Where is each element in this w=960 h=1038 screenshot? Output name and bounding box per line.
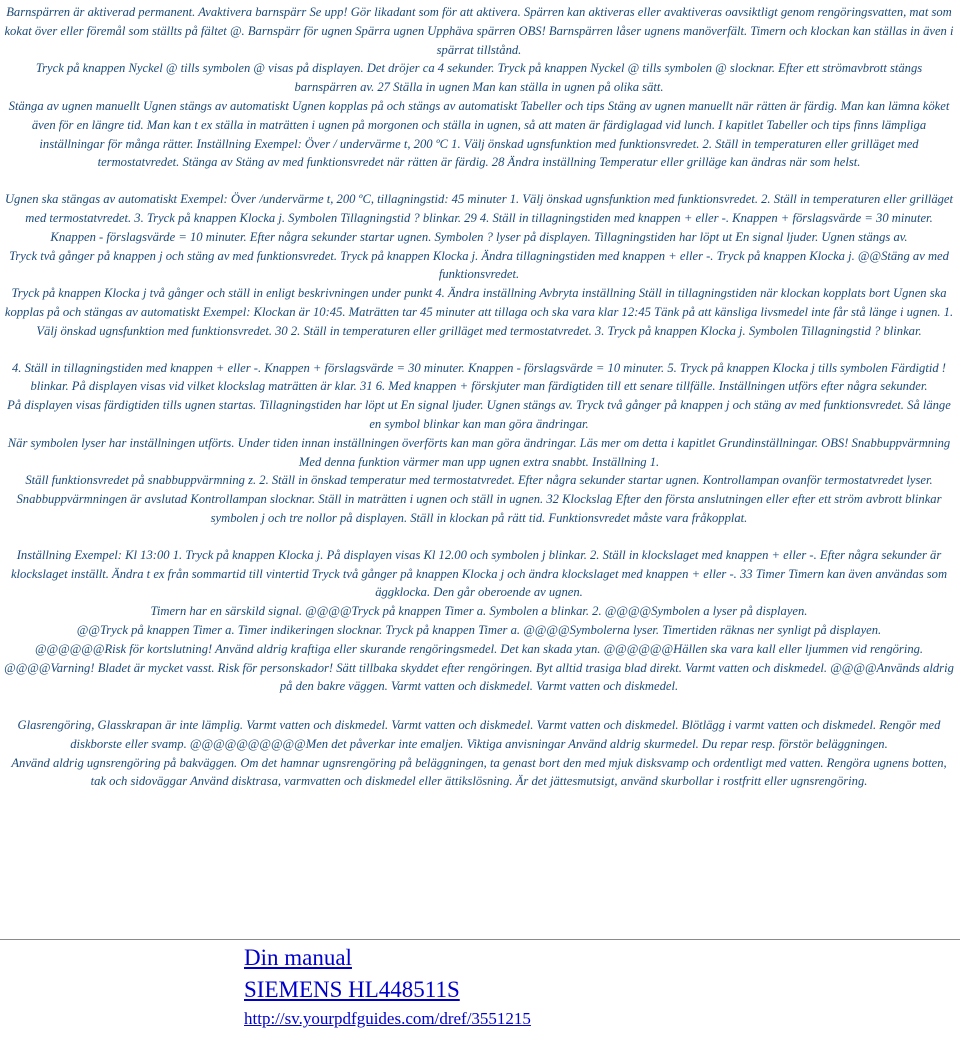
paragraph-timer-signal: Timern har en särskild signal. @@@@Tryck på knappen Timer a. Symbolen a blinkar. 2. @@@@Symbolen a lyser på displayen.: [150, 604, 808, 619]
paragraph-timer-countdown: @@Tryck på knappen Timer a. Timer indikeringen slocknar. Tryck på knappen Timer a. @@@@Symbolerna lyser. Timertiden räknas ner synligt på displayen.: [76, 622, 882, 637]
paragraph-minus-default: Knappen - förslagsvärde = 10 minuter. Efter några sekunder startar ugnen. Symbolen ? lyser på displayen. Tillagningstiden har löpt ut En signal ljuder. Ugnen stängs av.: [50, 229, 908, 244]
paragraph-child-lock: Barnspärren är aktiverad permanent. Avaktivera barnspärr Se upp! Gör likadant som för att aktivera. Spärren kan aktiveras eller avaktiveras oavsiktligt genom rengöringsvatten, mat som kokat över eller föremål som ställts på fältet @. Barnspärr för ugnen Spärra ugnen Upphäva spärren OBS! Barnspärren låser ugnens manöverfält. Timern och klockan kan ställas in även i spärrat tillstånd.: [4, 5, 954, 57]
paragraph-quick-heat: När symbolen lyser har inställningen utförts. Under tiden innan inställningen överförts kan man göra ändringar. Läs mer om detta i kapitlet Grundinställningar. OBS! Snabbuppvärmning Med denna funktion värmer man upp ugnen extra snabbt. Inställning 1.: [7, 435, 951, 469]
footer-divider: [0, 939, 960, 940]
paragraph-clock-disconnected: Tryck på knappen Klocka j två gånger och ställ in enligt beskrivningen under punkt 4. Ändra inställning Avbryta inställning Ställ in tillagningstiden när klockan kopplats bort Ugnen ska kopplas på och stängas av automatiskt Exempel: Klockan är 10:45. Maträtten tar 45 minuter att tillaga och ska vara klar 12:45 Tänk på att känsliga livsmedel inte får stå länge i ugnen. 1. Välj önskad ugnsfunktion med funktionsvredet. 30 2. Ställ in temperaturen eller grilläget med termostatvredet. 3. Tryck på knappen Klocka j. Symbolen Tillagningstid ? blinkar.: [4, 286, 954, 338]
paragraph-press-twice: Tryck två gånger på knappen j och stäng av med funktionsvredet. Tryck på knappen Klocka j. Ändra tillagningstiden med knappen + eller -. Tryck på knappen Klocka j. @@Stäng av med funktionsvredet.: [9, 248, 949, 282]
manual-body-text: [4, 3, 954, 791]
paragraph-clock-setting: Inställning Exempel: Kl 13:00 1. Tryck på knappen Klocka j. På displayen visas Kl 12.00 och symbolen j blinkar. 2. Ställ in klockslaget med knappen + eller -. Efter några sekunder är klockslaget inställt. Ändra t ex från sommartid till vintertid Tryck två gånger på knappen Klocka j och ändra klockslaget med knappen + eller -. 33 Timer Timern kan även användas som äggklocka. Den går oberoende av ugnen.: [10, 547, 948, 600]
footer-links: [244, 943, 531, 1031]
manual-model-link[interactable]: SIEMENS HL448511S: [244, 977, 460, 1002]
paragraph-cleaning-warnings: @@@@@@Risk för kortslutning! Använd aldrig kraftiga eller skurande rengöringsmedel. Det kan skada ytan. @@@@@@Hällen ska vara kall eller ljummen vid rengöring. @@@@Varning! Bladet är mycket vasst. Risk för personskador! Sätt tillbaka skyddet efter rengöringen. Byt alltid trasiga blad direkt. Varmt vatten och diskmedel. @@@@Används aldrig på den bakre väggen. Varmt vatten och diskmedel. Varmt vatten och diskmedel.: [4, 641, 954, 694]
paragraph-manual-off: Stänga av ugnen manuellt Ugnen stängs av automatiskt Ugnen kopplas på och stängs av automatiskt Tabeller och tips Stäng av ugnen manuellt när rätten är färdig. Man kan lämna köket även för en längre tid. Man kan t ex ställa in maträtten i ugnen på morgonen och ställa in ugnen, så att maten är färdiglagad vid lunch. I kapitlet Tabeller och tips finns lämpliga inställningar för många rätter. Inställning Exempel: Över / undervärme t, 200 ºC 1. Välj önskad ugnsfunktion med funktionsvredet. 2. Ställ in temperaturen eller grilläget med termostatvredet. Stänga av Stäng av med funktionsvredet när rätten är färdig. 28 Ändra inställning Temperatur eller grilläge kan ändras när som helst.: [8, 98, 950, 170]
paragraph-oven-cleaning: Använd aldrig ugnsrengöring på bakväggen. Om det hamnar ugnsrengöring på beläggningen, ta genast bort den med mjuk disksvamp och ordentligt med vatten. Rengöra ugnens botten, tak och sidoväggar Använd disktrasa, varmvatten och diskmedel eller ättikslösning. Är det jättesmutsigt, använd skurbollar i rostfritt eller ugnsrengöring.: [11, 755, 947, 789]
paragraph-child-lock-activate: Tryck på knappen Nyckel @ tills symbolen @ visas på displayen. Det dröjer ca 4 sekunder. Tryck på knappen Nyckel @ tills symbolen @ slocknar. Efter ett strömavbrott stängs barnspärren av. 27 Ställa in ugnen Man kan ställa in ugnen på olika sätt.: [35, 61, 923, 95]
paragraph-set-cooking-time: 4. Ställ in tillagningstiden med knappen + eller -. Knappen + förslagsvärde = 30 minuter. Knappen - förslagsvärde = 10 minuter. 5. Tryck på knappen Klocka j tills symbolen Färdigtid ! blinkar. På displayen visas vid vilket klockslag maträtten är klar. 31 6. Med knappen + förskjuter man färdigtiden till ett senare tillfälle. Inställningen utförs efter några sekunder.: [11, 360, 946, 394]
paragraph-quick-heat-steps: Ställ funktionsvredet på snabbuppvärmning z. 2. Ställ in önskad temperatur med termostatvredet. Efter några sekunder startar ugnen. Kontrollampan ovanför termostatvredet lyser. Snabbuppvärmningen är avslutad Kontrollampan slocknar. Ställ in maträtten i ugnen och ställ in ugnen. 32 Klockslag Efter den första anslutningen eller efter ett ström avbrott blinkar symbolen j och tre nollor på displayen. Ställ in klockan på rätt tid. Funktionsvredet måste vara fråkopplat.: [16, 473, 942, 525]
manual-title-link[interactable]: Din manual: [244, 945, 352, 970]
manual-footer: [0, 939, 960, 1038]
paragraph-glass-cleaning: Glasrengöring, Glasskrapan är inte lämplig. Varmt vatten och diskmedel. Varmt vatten och diskmedel. Varmt vatten och diskmedel. Blötlägg i varmt vatten och diskmedel. Rengör med diskborste eller svamp. @@@@@@@@@@Men det påverkar inte emaljen. Viktiga anvisningar Använd aldrig skurmedel. Du repar resp. förstör beläggningen.: [17, 718, 941, 751]
paragraph-auto-off: Ugnen ska stängas av automatiskt Exempel: Över /undervärme t, 200 ºC, tillagningstid: 45 minuter 1. Välj önskad ugnsfunktion med funktionsvredet. 2. Ställ in temperaturen eller grilläget med termostatvredet. 3. Tryck på knappen Klocka j. Symbolen Tillagningstid ? blinkar. 29 4. Ställ in tillagningstiden med knappen + eller -. Knappen + förslagsvärde = 30 minuter.: [4, 192, 954, 225]
manual-url-link[interactable]: http://sv.yourpdfguides.com/dref/3551215: [244, 1009, 531, 1028]
paragraph-finish-time: På displayen visas färdigtiden tills ugnen startas. Tillagningstiden har löpt ut En signal ljuder. Ugnen stängs av. Tryck två gånger på knappen j och stäng av med funktionsvredet. Så länge en symbol blinkar kan man göra ändringar.: [7, 398, 951, 431]
